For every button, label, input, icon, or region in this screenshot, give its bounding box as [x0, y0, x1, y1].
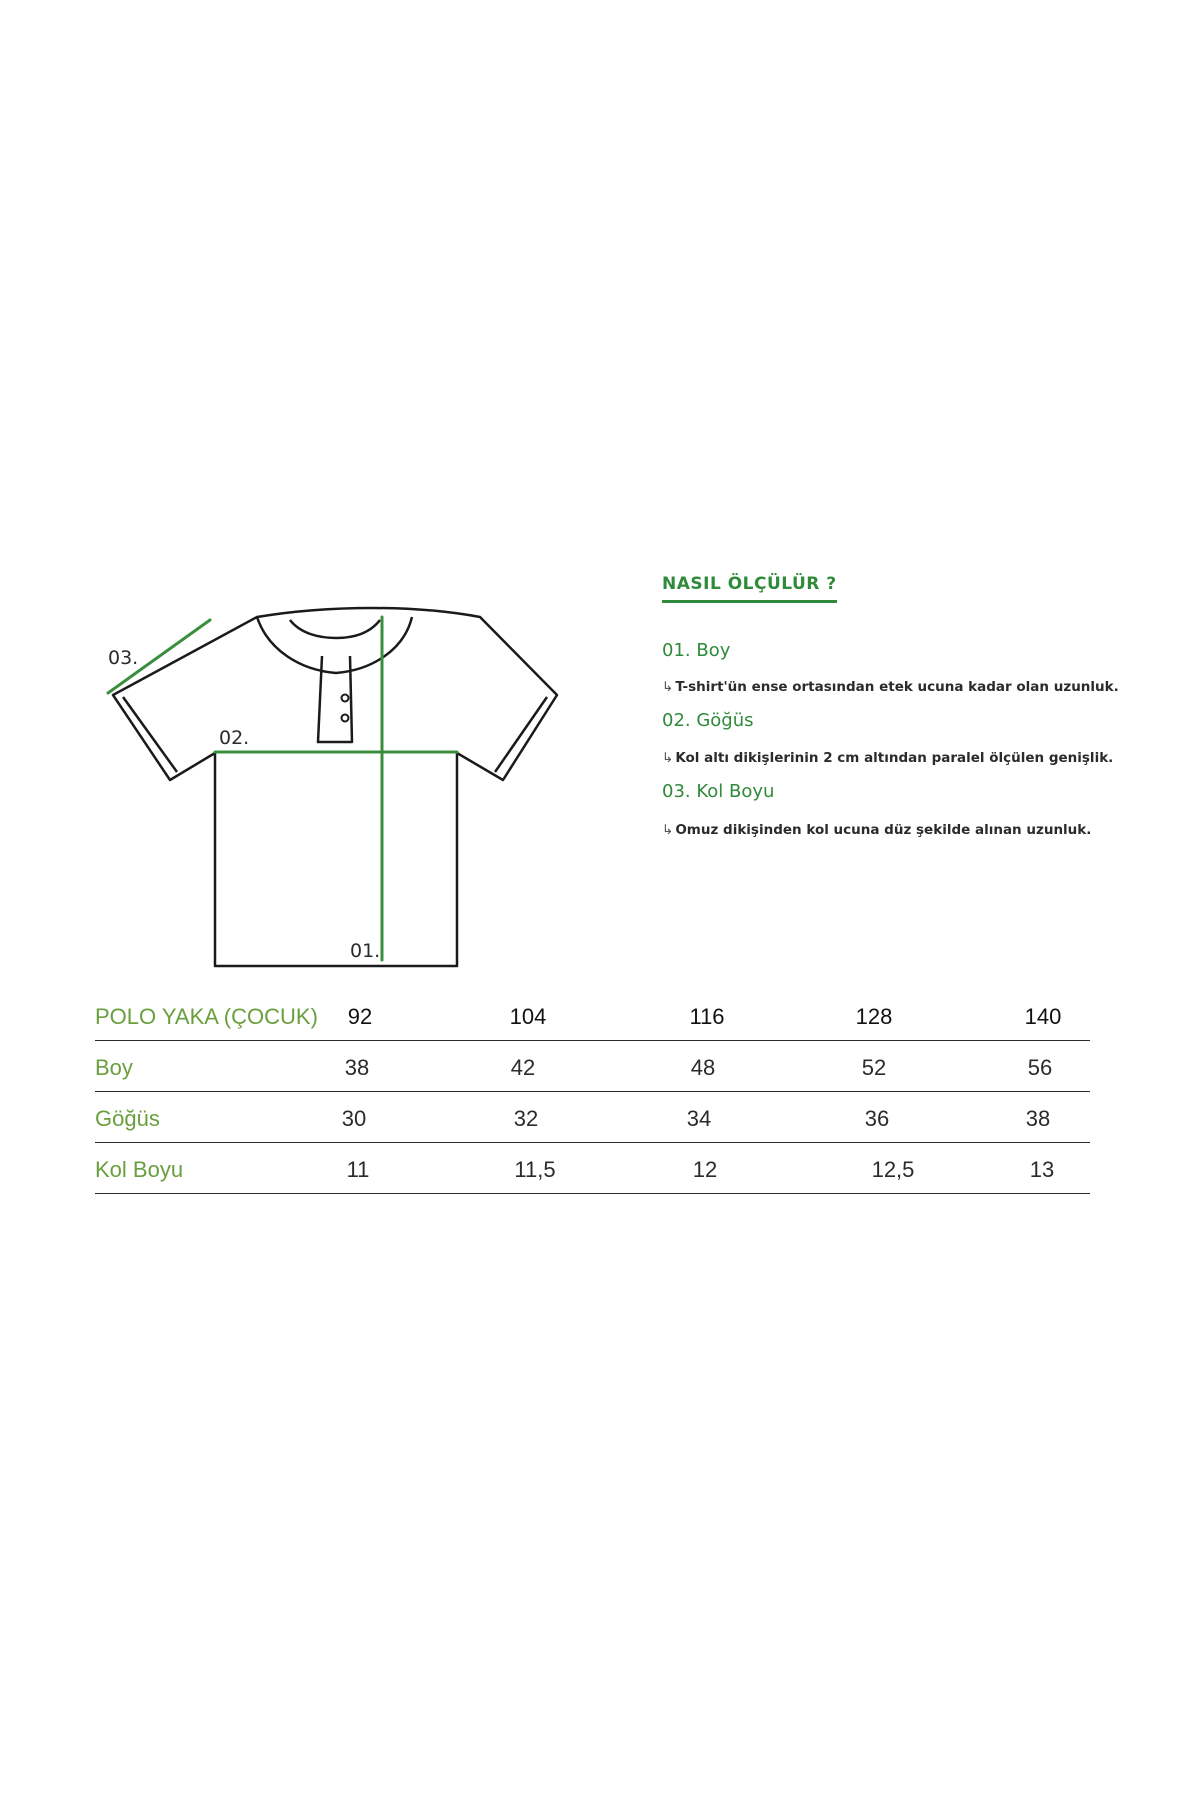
size-92: 92	[347, 1004, 373, 1029]
size-140: 140	[1024, 1004, 1062, 1029]
guide-item-kol-boyu-text: Omuz dikişinden kol ucuna düz şekilde alınan uzunluk.	[675, 822, 1092, 838]
table-cell: 42	[510, 1055, 536, 1080]
hook-arrow-icon: ↳	[662, 679, 674, 695]
table-cell: 36	[864, 1106, 890, 1131]
table-title: POLO YAKA (ÇOCUK)	[95, 1004, 318, 1029]
table-cell: 38	[344, 1055, 370, 1080]
table-cell: 12,5	[871, 1157, 915, 1182]
left-sleeve-hem	[123, 697, 177, 772]
button-top	[342, 695, 349, 702]
shirt-outline	[113, 608, 557, 966]
row-label-boy: Boy	[95, 1055, 133, 1080]
size-table	[95, 990, 1090, 1194]
row-label-kol-boyu: Kol Boyu	[95, 1157, 184, 1182]
table-cell: 52	[861, 1055, 887, 1080]
label-o3: 03.	[108, 647, 139, 669]
table-cell: 48	[690, 1055, 716, 1080]
size-table-header-row	[95, 990, 1090, 1041]
guide-item-boy-text: T-shirt'ün ense ortasından etek ucuna kadar olan uzunluk.	[675, 679, 1119, 695]
table-row-kol-boyu	[95, 1143, 1090, 1194]
guide-item-kol-boyu-title: 03. Kol Boyu	[662, 781, 775, 802]
guide-item-boy-desc	[662, 679, 1119, 695]
table-cell: 11	[346, 1157, 370, 1182]
table-cell: 38	[1025, 1106, 1051, 1131]
shirt-body-outline	[113, 608, 557, 966]
guide-title: NASIL ÖLÇÜLÜR ?	[662, 574, 837, 603]
guide-item-boy-title: 01. Boy	[662, 640, 731, 661]
row-label-gogus: Göğüs	[95, 1106, 160, 1131]
table-cell: 13	[1029, 1157, 1055, 1182]
hook-arrow-icon: ↳	[662, 750, 674, 766]
hook-arrow-icon: ↳	[662, 822, 674, 838]
label-o1: 01.	[350, 940, 381, 962]
guide-item-kol-boyu-desc	[662, 822, 1091, 838]
shirt-collar	[257, 617, 412, 673]
collar-inner	[290, 620, 380, 638]
table-cell: 32	[513, 1106, 539, 1131]
table-cell: 12	[692, 1157, 718, 1182]
right-sleeve-hem	[495, 697, 547, 772]
label-o2: 02.	[219, 727, 250, 749]
table-row-boy	[95, 1041, 1090, 1092]
shirt-placket	[318, 656, 352, 742]
guide-item-gogus-title: 02. Göğüs	[662, 710, 754, 731]
guide-item-gogus-text: Kol altı dikişlerinin 2 cm altından paralel ölçülen genişlik.	[675, 750, 1114, 766]
table-cell: 56	[1027, 1055, 1053, 1080]
button-bottom	[342, 715, 349, 722]
size-116: 116	[689, 1004, 725, 1029]
guide-item-gogus-desc	[662, 750, 1113, 766]
table-cell: 30	[341, 1106, 367, 1131]
size-104: 104	[509, 1004, 547, 1029]
table-cell: 34	[686, 1106, 712, 1131]
measurement-guide	[662, 560, 1200, 838]
size-128: 128	[855, 1004, 893, 1029]
table-cell: 11,5	[514, 1157, 556, 1182]
table-row-gogus	[95, 1092, 1090, 1143]
